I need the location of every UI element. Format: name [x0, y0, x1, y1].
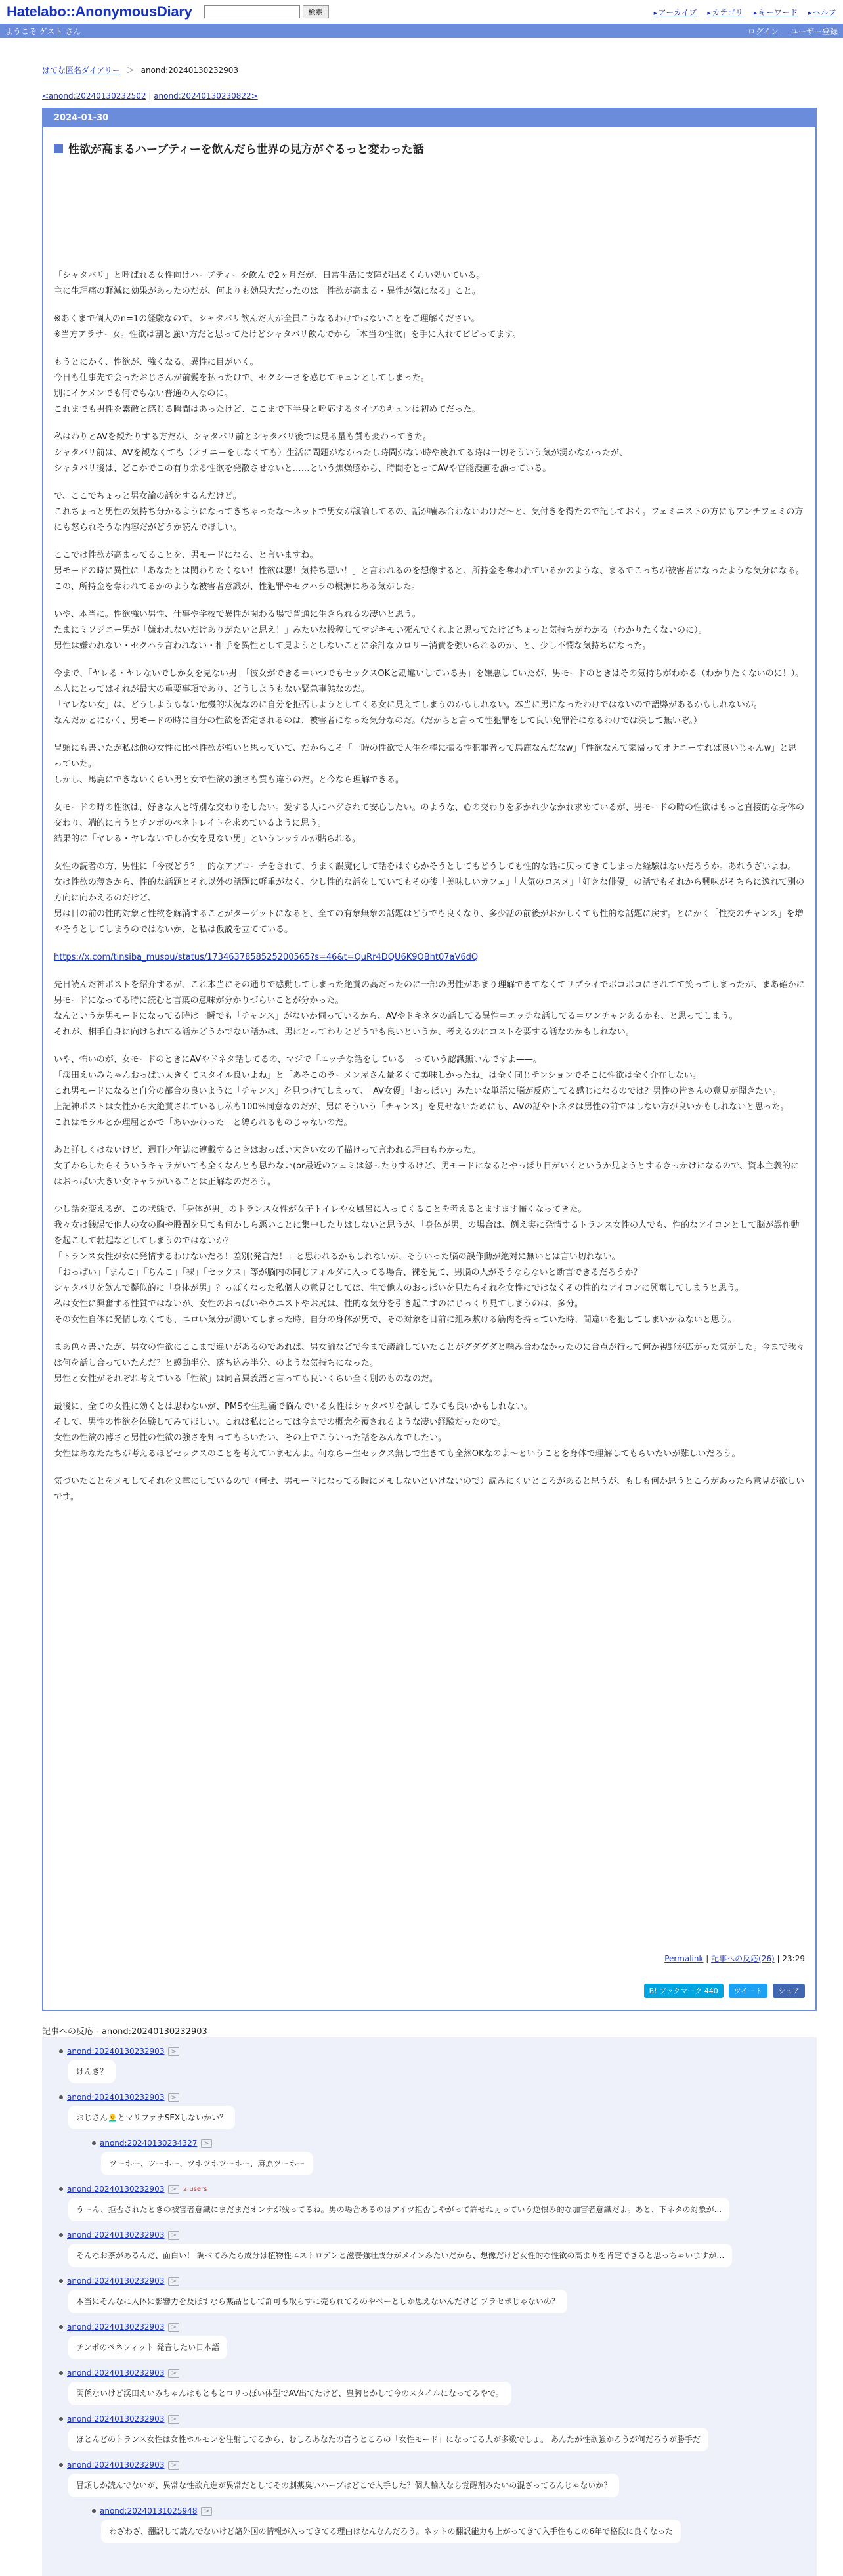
reaction-text: わざわざ、翻訳して読んでないけど諸外国の情報が入ってきてる理由はなんなんだろう。ネットの翻訳能力も上がってきて入手性もこの6年で格段に良くなった	[101, 2520, 681, 2543]
entry-line: 上記神ポストは女性から大絶賛されているし私も100%同意なのだが、男にそういう「チャンス」を見せないためにも、AVの話や下ネタは男性の前ではしない方が良いかもしれないと思った。	[54, 1102, 789, 1112]
pager-separator: |	[146, 91, 154, 100]
entry-paragraph	[54, 1399, 805, 1462]
reaction-text: ほとんどのトランス女性は女性ホルモンを注射してるから、むしろあなたの言うところの「女性モード」になってる人が多数でしょ。 あんたが性欲強かろうが何だろうが勝手だ	[68, 2428, 708, 2451]
reaction-meta	[68, 2460, 804, 2470]
reactions-list	[42, 2037, 817, 2576]
bullet-icon	[59, 2325, 63, 2329]
entry-line: 女性の読者の方、男性に「今夜どう？」的なアプローチをされて、うまく誤魔化して話をはぐらかそうとしてもどうしても性的な話に戻ってきてしまった経験はないだろうか。あれうざいよね。	[54, 862, 796, 872]
entry-line: 我々女は銭湯で他人の女の胸や股間を見ても何かしら悪いことに集中したりはしないと思うが、「身体が男」の場合は、例え実に発情するトランス女性の人でも、性的なアイコンとして脳が誤作動を起こして勃起などしてしまうのではないか？	[54, 1220, 800, 1246]
entry-line: いや、本当に。性欲強い男性、仕事や学校で異性が関わる場で普通に生きられるの凄いと思う。	[54, 610, 421, 619]
entry-paragraph	[54, 1052, 805, 1131]
entry-line: 女子からしたらそういうキャラがいても全くなんとも思わない(or最近のフェミは怒ったりするけど、男モードになるとやっぱり目がいくというか見ようとするきっかけになるので、資本主義的にはおっぱい大きい女キャラがいることは正解なのだろう。	[54, 1161, 799, 1187]
entry-line: それが、相手自身に向けられてる話かどうかでない話かは、男にとってわりとどうでも良いというか、考えるのにコストを要する話なのかもしれない。	[54, 1027, 634, 1037]
entry-date: 2024-01-30	[43, 109, 815, 127]
expand-arrow-icon[interactable]: >	[168, 2185, 179, 2194]
reaction-id-link[interactable]: anond:20240130232903	[67, 2322, 165, 2332]
entry-line: 本人にとってはそれが最大の重要事項であり、どうしようもない緊急事態なのだ。	[54, 684, 370, 694]
entry-line: 別にイケメンでも何でもない普通の人なのに。	[54, 389, 233, 399]
expand-arrow-icon[interactable]: >	[168, 2277, 179, 2286]
entry-paragraph	[54, 741, 805, 788]
reaction-id-link[interactable]: anond:20240130232903	[67, 2460, 165, 2470]
category-label: カテゴリ	[712, 7, 743, 17]
sub-bar	[0, 24, 843, 38]
reaction-item	[42, 2274, 817, 2320]
entry-line: 「トランス女性が女に発情するわけないだろ！差別(発言だ！」と思われるかもしれないが、そういった脳の誤作動が絶対に無いとは言い切れない。	[54, 1252, 620, 1262]
entry-line: たまにミソジニー男が「嫌われないだけありがたいと思え！」みたいな投稿してマジキモい死んでくれよと思ってたけどちょっと気持ちがわかる（わかりたくないのに）。	[54, 625, 707, 635]
entry-line: 結果的に「ヤレる・ヤレないでしか女を見ない男」というレッテルが貼られる。	[54, 834, 360, 844]
entry-line: もうとにかく、性欲が、強くなる。異性に目がいく。	[54, 357, 259, 367]
reaction-meta	[68, 2276, 804, 2286]
entry-line: 私は女性に興奮する性質ではないが、女性のおっぱいやウエストやお尻は、性的な気分を引き起こすのにじっくり見てしまうのは、多分。	[54, 1299, 584, 1309]
top-links	[654, 7, 836, 18]
reaction-meta	[101, 2506, 804, 2516]
entry-line: いや、怖いのが、女モードのときにAVやドネタ話してるの、マジで「エッチな話をしている」っていう認識無いんですよ——。	[54, 1055, 542, 1065]
bookmark-button[interactable]: B! ブックマーク 440	[644, 1984, 724, 1998]
entry-paragraph	[54, 950, 805, 966]
entry-line: そして、男性の性欲を体験してみてほしい。これは私にとっては今までの概念を覆されるような凄い経験だったので。	[54, 1417, 506, 1427]
entry-line: 男モードの時に異性に「あなたとは関わりたくない！性欲は悪！気持ち悪い！」と言われるのを想像すると、所持金を奪われているかのような、まるでこっちが被害者になったような気分になる。	[54, 566, 805, 576]
reaction-text: そんなお茶があるんだ、面白い！ 調べてみたら成分は植物性エストロゲンと滋養強壮成分がメインみたいだから、想像だけど女性的な性欲の高まりを肯定できると思っちゃいますが…	[68, 2244, 732, 2267]
expand-arrow-icon[interactable]: >	[168, 2323, 179, 2332]
archive-link[interactable]	[654, 7, 697, 18]
entry-line: 女は性欲の薄さから、性的な話題とそれ以外の話題に軽重がなく、少し性的な話をしていてもその後「美味しいカフェ」「人気のコスメ」「好きな俳優」の話でもそれから興味がそちらに逸れて別の方向に向かえるのだけど、	[54, 877, 805, 903]
entry-footer: Permalink | 記事への反応(26) | 23:29	[664, 1954, 805, 1963]
entry-line: 女性はあなたたちが考えるほどセックスのことを考えていませんよ。何ならー生セックス無しで生きても全然OKなのよ〜ということを身体で理解してもらいたいが難しいだろう。	[54, 1449, 741, 1459]
reaction-id-link[interactable]: anond:20240130232903	[67, 2093, 165, 2102]
entry-paragraph	[54, 1143, 805, 1190]
bullet-icon	[59, 2049, 63, 2053]
reaction-id-link[interactable]: anond:20240130232903	[67, 2231, 165, 2240]
reaction-item	[42, 2504, 817, 2550]
expand-arrow-icon[interactable]: >	[168, 2093, 179, 2102]
permalink[interactable]: Permalink	[664, 1954, 704, 1963]
entry-paragraph	[54, 355, 805, 418]
entry-body	[43, 156, 815, 1505]
entry-paragraph	[54, 311, 805, 343]
reactions-count-link[interactable]: 記事への反応(26)	[711, 1954, 775, 1963]
breadcrumb-current: anond:20240130232903	[140, 66, 239, 75]
register-link[interactable]: ユーザー登録	[790, 26, 838, 36]
archive-label: アーカイブ	[658, 7, 697, 17]
entry-paragraph	[54, 430, 805, 477]
expand-arrow-icon[interactable]: >	[168, 2369, 179, 2378]
help-icon: ▸	[808, 9, 811, 17]
reaction-item	[42, 2044, 817, 2090]
bullet-icon	[59, 2233, 63, 2237]
entry-line: この、所持金を奪われてるかのような被害者意識が、性犯罪やセクハラの根源にある気がした。	[54, 582, 420, 592]
entry-line: 「シャタバリ」と呼ばれる女性向けハーブティーを飲んで2ヶ月だが、日常生活に支障が出るくらい効いている。	[54, 271, 485, 280]
keyword-label: キーワード	[758, 7, 798, 17]
search-button[interactable]: 検索	[303, 5, 329, 18]
entry-line: これまでも男性を素敵と感じる瞬間はあったけど、ここまで下半身と呼応するタイプのキュンは初めてだった。	[54, 405, 481, 414]
entry-line: その女性自体に発情しなくても、エロい気分が湧いてしまった時、自分の身体が男で、その対象を目前に組み敷ける筋肉を持っていた時、間違いを犯してしまいかねないと思う。	[54, 1315, 737, 1325]
bullet-icon	[59, 2371, 63, 2375]
reaction-item	[42, 2136, 817, 2182]
entry-line: あと詳しくはないけど、週刊少年誌に連載するときはおっぱい大きい女の子描けって言われる理由もわかった。	[54, 1145, 481, 1155]
entry-paragraph	[54, 1474, 805, 1505]
site-logo[interactable]: Hatelabo::AnonymousDiary	[7, 3, 192, 20]
entry-line: シャタバリを飲んで擬似的に「身体が男」？っぽくなった私個人の意見としては、生で他人のおっぱいを見たらそれを女性にではなくその性的なアイコンに興奮してしまうと思う。	[54, 1283, 744, 1293]
bullet-icon	[59, 2095, 63, 2099]
entry-line: 今まで、「ヤレる・ヤレないでしか女を見ない男」「彼女ができる＝いつでもセックスOKと勘違いしている男」を嫌悪していたが、男モードのときはその気持ちがわかる（わかりたくないのに！）。	[54, 669, 804, 678]
entry-line: なんというか男モードになってる時は一瞬でも「チャンス」がないか伺っているから、AVやドキネタの話してる異性＝エッチな話してる＝ワンチャンあるかも、と思ってしまう。	[54, 1011, 738, 1021]
expand-arrow-icon[interactable]: >	[168, 2047, 179, 2056]
entry-paragraph	[54, 1340, 805, 1387]
reaction-id-link[interactable]: anond:20240130232903	[67, 2276, 165, 2286]
reaction-meta	[68, 2231, 804, 2240]
expand-arrow-icon[interactable]: >	[201, 2139, 211, 2148]
entry-paragraph	[54, 607, 805, 654]
breadcrumb	[0, 38, 843, 76]
reaction-text: 本当にそんなに人体に影響力を及ぼすなら薬品として許可も取らずに売られてるのやべーとしか思えないんだけど プラセボじゃないの？	[68, 2290, 567, 2313]
entry-line: 女モードの時の性欲は、好きな人と特別な交わりをしたい。愛する人にハグされて安心したい。のような、心の交わりを多かれ少なかれ求めているが、男モードの時の性欲はもっと直接的な身体の交わり、端的に言うとチンポのペネトレイトを求めているように思う。	[54, 803, 804, 828]
entry-line: 今日も仕事先で会ったおじさんが前髪を払ったけで、セクシーさを感じてキュンとしてしまった。	[54, 373, 429, 383]
reaction-id-link[interactable]: anond:20240131025948	[100, 2506, 198, 2516]
reaction-meta	[68, 2185, 804, 2194]
entry-line: しかし、馬鹿にできないくらい男と女で性欲の強さも質も違うのだ。と今なら理解できる。	[54, 775, 404, 785]
expand-arrow-icon[interactable]: >	[168, 2415, 179, 2424]
diary-entry	[42, 108, 817, 2011]
entry-line: ※あくまで個人のn=1の経験なので、シャタバリ飲んだ人が全員こうなるわけではないことをご理解ください。	[54, 314, 480, 324]
login-link[interactable]: ログイン	[747, 26, 779, 36]
entry-line: 「渓田えいみちゃんおっぱい大きくてスタイル良いよね」と「あそこのラーメン屋さん量多くて美味しかったね」は全く同じテンションでそこに性欲は全く介在しない。	[54, 1071, 701, 1080]
reaction-text: チンポのペネフィット 発音したい日本語	[68, 2336, 227, 2359]
entry-paragraph	[54, 1202, 805, 1328]
entry-line: まあ色々書いたが、男女の性欲にここまで違いがあるのであれば、男女論などで今まで議論していたことがグダグダと噛み合わなかったのに合点が行って何か視野が広がった気がした。今まで我々は何を話し合っていたんだ？と感動半分、落ち込み半分、のような気持ちになった。	[54, 1343, 805, 1368]
tweet-button[interactable]: ツイート	[729, 1984, 767, 1998]
category-icon: ▸	[707, 9, 711, 17]
entry-line: 冒頭にも書いたが私は他の女性に比べ性欲が強いと思っていて、だからこそ「一時の性欲で人生を棒に振る性犯罪者って馬鹿なんだなw」「性欲なんて家帰ってオナニーすれば良いじゃんw」と思っていた。	[54, 744, 797, 769]
entry-paragraph	[54, 800, 805, 847]
bullet-icon	[92, 2141, 96, 2145]
entry-line: 男性は嫌われない・セクハラ言われない・相手を異性として見ようとしないことに余計なカロリー消費を強いられるのか、と、少し不憫な気持ちになった。	[54, 641, 651, 651]
entry-line: 少し話を変えるが、この状態で、「身体が男」のトランス女性が女子トイレや女風呂に入ってくることを考えるとますます怖くなってきた。	[54, 1205, 587, 1214]
entry-paragraph	[54, 977, 805, 1040]
reaction-meta	[68, 2368, 804, 2378]
share-buttons	[644, 1984, 805, 1998]
reaction-text: けんき？	[68, 2060, 116, 2083]
category-link[interactable]	[707, 7, 743, 18]
help-label: ヘルプ	[812, 7, 836, 17]
reaction-item	[42, 2090, 817, 2136]
entry-line: これはモラルとか理屈とかで「あいかわった」と縛られるものじゃないのだ。	[54, 1118, 353, 1128]
reaction-meta	[68, 2322, 804, 2332]
entry-line: これ男モードになると自分の都合の良いように「チャンス」を見つけてしまって、「AV女優」「おっぱい」みたいな単語に脳が反応してる感じになるのでは？男性の皆さんの意見が聞きたい。	[54, 1086, 781, 1096]
entry-line: シャタバリ後は、どこかでこの有り余る性欲を発散させないと……という焦燥感から、時間をとってAVや官能漫画を漁っている。	[54, 464, 551, 474]
entry-line: 最後に、全ての女性に効くとは思わないが、PMSや生理痛で悩んでいる女性はシャタバリを試してみても良いかもしれない。	[54, 1402, 532, 1411]
reaction-item	[42, 2458, 817, 2504]
reaction-item	[42, 2412, 817, 2458]
entry-paragraph	[54, 666, 805, 729]
breadcrumb-root[interactable]: はてな匿名ダイアリー	[42, 66, 120, 75]
entry-line: これちょっと男性の気持ち分かるようになってきちゃったな〜ネットで男女が議論してるの、話が噛み合わないわけだ〜と、気付きを得たので記しておく。フェミニストの方にもアンチフェミの方にも怒られそうな内容だがどうか読んでほしい。	[54, 507, 804, 533]
entry-title-text: 性欲が高まるハーブティーを飲んだら世界の見方がぐるっと変わった話	[68, 143, 424, 156]
reaction-item	[42, 2228, 817, 2274]
entry-paragraph	[54, 859, 805, 938]
reaction-meta	[101, 2139, 804, 2148]
entry-line: ここでは性欲が高まってることを、男モードになる、と言いますね。	[54, 550, 318, 560]
entry-line: 男は目の前の性的対象と性欲を解消することがターゲットになると、全ての有象無象の話題はどうでも良くなり、多少話の前後がおかしくても性的な話題に戻す。とにかく「性交のチャンス」を増やそうとしてしまうのではないか、と私は仮説を立てている。	[54, 909, 804, 935]
bullet-icon	[59, 2417, 63, 2421]
expand-arrow-icon[interactable]: >	[201, 2507, 211, 2516]
reaction-id-link[interactable]: anond:20240130232903	[67, 2047, 165, 2056]
prev-entry-link[interactable]: <anond:20240130232502	[42, 91, 146, 100]
entry-line: ※当方アラサー女。性欲は割と強い方だと思ってたけどシャタバリ飲んでから「本当の性欲」を手に入れてビビってます。	[54, 330, 521, 340]
bookmark-users-count[interactable]: 2 users	[183, 2185, 207, 2193]
entry-line: 先日読んだ神ポストを紹介するが、これ本当にその通りで感動してしまった絶賛の高だったのに一部の男性があまり理解できてなくてリプライでボコボコにされてて笑ってしまったが、まあ確かに男モードになってる時に読むと言葉の意味が分かりづらいことが分かった。	[54, 980, 805, 1006]
entry-line: 「おっぱい」「まんこ」「ちんこ」「裸」「セックス」等が脳内の同じフォルダに入ってる場合、裸を見て、男脳の人がそうならないと断言できるだろうか？	[54, 1268, 642, 1277]
reaction-text: ツーホー、ツーホー、ツホツホツーホー、麻原ツーホー	[101, 2152, 313, 2175]
entry-line: 男性と女性がそれぞれ考えている「性欲」は同音異義語と言っても良いくらい全く別のものなのだ。	[54, 1374, 439, 1384]
entry-line: で、ここでちょっと男女論の話をするんだけど。	[54, 491, 242, 501]
reactions-header: 記事への反応 - anond:20240130232903	[42, 2027, 207, 2037]
entry-paragraph	[54, 268, 805, 300]
bullet-icon	[92, 2509, 96, 2513]
bullet-icon	[59, 2279, 63, 2283]
search-input[interactable]	[204, 5, 300, 18]
bullet-icon	[59, 2463, 63, 2467]
reaction-meta	[68, 2414, 804, 2424]
keyword-icon: ▸	[753, 9, 757, 17]
entry-paragraph	[54, 548, 805, 595]
entry-link[interactable]: https://x.com/tinsiba_musou/status/1734637858525200565?s=46&t=QuRr4DQU6K9OBht07aV6dQ	[54, 952, 479, 962]
reaction-item	[42, 2320, 817, 2366]
reaction-id-link[interactable]: anond:20240130232903	[67, 2414, 165, 2424]
reaction-meta	[68, 2093, 804, 2102]
entry-line: なんだかとにかく、男モードの時に自分の性欲を否定されるのは、被害者になった気分なのだ。（だからと言って性犯罪をして良い免罪符になるわけでは決して無いぞ。）	[54, 716, 702, 726]
reaction-item	[42, 2366, 817, 2412]
reaction-text: 冒頭しか読んでないが、異常な性欲亢進が異常だとしてその劇薬臭いハーブはどこで入手した？個人輸入なら覚醒剤みたいの混ざってるんじゃないか？	[68, 2474, 619, 2497]
share-button[interactable]: シェア	[773, 1984, 805, 1998]
reaction-text: うーん、拒否されたときの被害者意識にまだまだオンナが残ってるね。男の場合あるのはアイツ拒否しやがって許せねぇっていう逆恨み的な加害者意識だよ。あと、下ネタの対象が...	[68, 2198, 729, 2221]
keyword-link[interactable]	[754, 7, 798, 18]
reaction-id-link[interactable]: anond:20240130232903	[67, 2185, 165, 2194]
entry-line: 「ヤレない女」は、どうしようもない危機的状況なのに自分を拒否しようとしてくる女に見えてしまうのかもしれない。本当に男になったわけではないので語弊があるかもしれないが。	[54, 700, 762, 710]
top-bar	[0, 0, 843, 24]
entry-title[interactable]	[54, 140, 805, 156]
reaction-id-link[interactable]: anond:20240130234327	[100, 2139, 198, 2148]
expand-arrow-icon[interactable]: >	[168, 2231, 179, 2240]
next-entry-link[interactable]: anond:20240130230822>	[154, 91, 258, 100]
title-square-icon	[54, 144, 63, 153]
entry-line: シャタバリ前は、AVを観なくても（オナニーをしなくても）生活に問題がなかったし時間がない時や疲れてる時は一切そういう気が湧かなかったが、	[54, 448, 628, 458]
bullet-icon	[59, 2187, 63, 2191]
entry-line: 気づいたことをメモしてそれを文章にしているので（何せ、男モードになってる時にメモしないといけないので）読みにくいところがあると思うが、もしも何か思うところがあったら意見が欲しいです。	[54, 1477, 804, 1502]
archive-icon: ▸	[653, 9, 657, 17]
reaction-text: 関係ないけど渓田えいみちゃんはもともとロリっぽい体型でAV出てたけど、豊胸とかして今のスタイルになってるやで。	[68, 2382, 511, 2405]
welcome-text: ようこそ ゲスト さん	[5, 26, 81, 36]
entry-line: 私はわりとAVを観たりする方だが、シャタバリ前とシャタバリ後では見る量も質も変わってきた。	[54, 432, 432, 442]
reaction-item	[42, 2182, 817, 2228]
reaction-text: おじさん👨‍🦲とマリファナSEXしないかい？	[68, 2106, 235, 2129]
entry-line: 女性の性欲の薄さと男性の性欲の強さを知ってもらいたい、その上でこういった話をみんなでしたい。	[54, 1433, 447, 1443]
entry-paragraph	[54, 489, 805, 536]
entry-line: 主に生理痛の軽減に効果があったのだが、何よりも効果大だったのは「性欲が高まる・異性が気になる」こと。	[54, 286, 481, 296]
breadcrumb-separator: ＞	[126, 66, 135, 75]
expand-arrow-icon[interactable]: >	[168, 2461, 179, 2470]
entry-time: 23:29	[782, 1954, 805, 1963]
help-link[interactable]	[808, 7, 836, 18]
reaction-meta	[68, 2047, 804, 2056]
entry-pager	[0, 76, 843, 100]
reaction-id-link[interactable]: anond:20240130232903	[67, 2368, 165, 2378]
